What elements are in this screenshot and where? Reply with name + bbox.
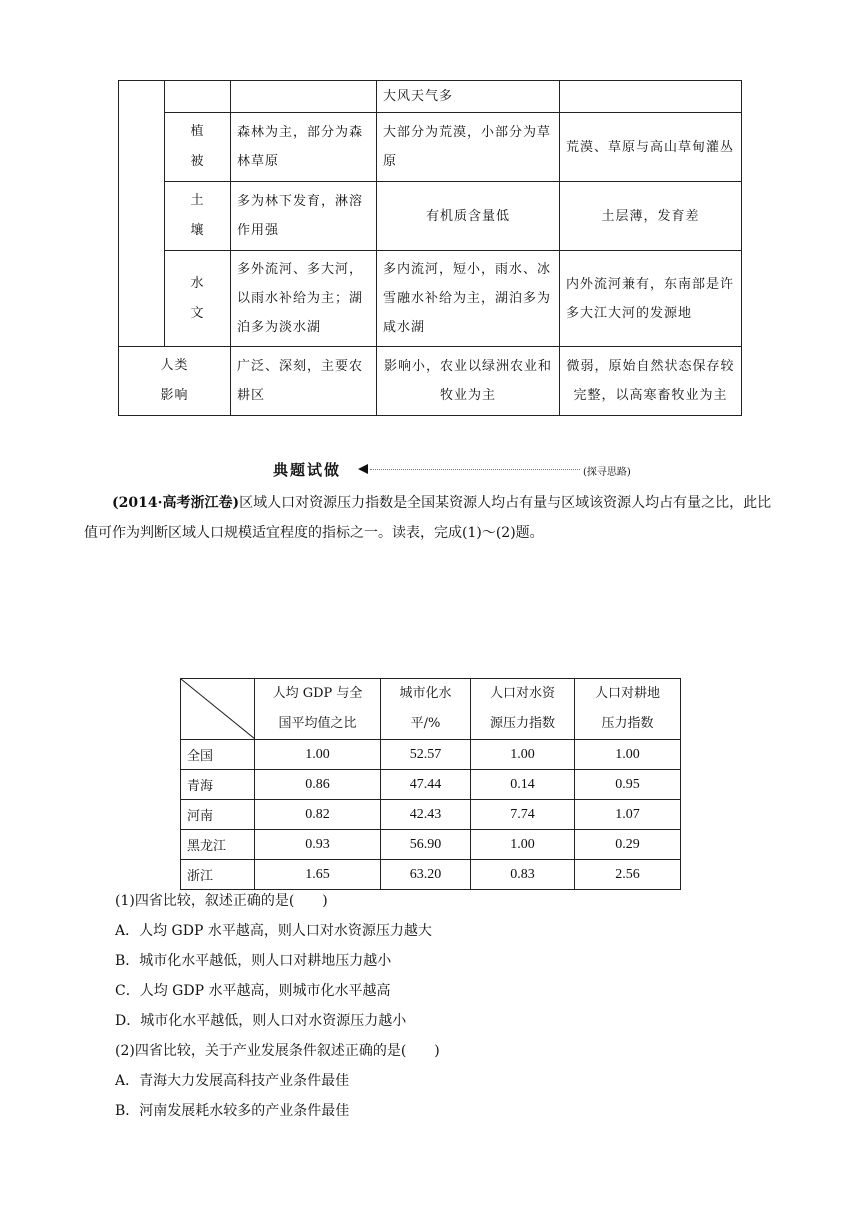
question-1-option-c: C．人均 GDP 水平越高，则城市化水平越高 xyxy=(115,983,391,999)
table-row xyxy=(119,81,742,113)
cell: 大风天气多 xyxy=(377,81,560,113)
value-cell: 63.20 xyxy=(381,860,471,890)
exam-source: (2014·高考浙江卷) xyxy=(112,495,240,511)
table-row xyxy=(181,740,681,770)
table-row xyxy=(119,347,742,416)
question-2-option-a: A．青海大力发展高科技产业条件最佳 xyxy=(115,1073,350,1089)
diagonal-line xyxy=(181,679,254,739)
value-cell: 1.00 xyxy=(471,740,575,770)
value-cell: 1.07 xyxy=(575,800,681,830)
diagonal-header-cell xyxy=(181,679,255,740)
value-cell: 0.29 xyxy=(575,830,681,860)
cell: 内外流河兼有，东南部是许多大江大河的发源地 xyxy=(560,251,742,347)
cell: 多为林下发育，淋溶作用强 xyxy=(231,182,377,251)
value-cell: 2.56 xyxy=(575,860,681,890)
value-cell: 0.83 xyxy=(471,860,575,890)
pressure-index-table xyxy=(180,678,681,890)
value-cell: 47.44 xyxy=(381,770,471,800)
table-row xyxy=(181,860,681,890)
table-row xyxy=(181,770,681,800)
cell: 影响小，农业以绿洲农业和牧业为主 xyxy=(377,347,560,416)
table-row xyxy=(181,800,681,830)
value-cell: 1.65 xyxy=(255,860,381,890)
row-label-vegetation: 植 被 xyxy=(165,113,231,182)
cell: 微弱，原始自然状态保存较完整，以高寒畜牧业为主 xyxy=(560,347,742,416)
province-cell: 浙江 xyxy=(181,860,255,890)
dotted-leader xyxy=(370,469,580,470)
intro-text: 区域人口对资源压力指数是全国某资源人均占有量与区域该资源人均占有量之比，此比值可作为判断区域人口规模适宜程度的指标之一。读表，完成(1)～(2)题。 xyxy=(84,495,772,541)
section-title: 典题试做 xyxy=(273,461,342,479)
region-comparison-table xyxy=(118,80,742,416)
section-hint: (探寻思路) xyxy=(583,467,631,478)
cell xyxy=(231,81,377,113)
question-1-option-d: D．城市化水平越低，则人口对水资源压力越小 xyxy=(115,1013,407,1029)
question-1-stem: (1)四省比较，叙述正确的是( ) xyxy=(115,893,328,909)
merged-category-cell xyxy=(119,81,165,347)
province-cell: 青海 xyxy=(181,770,255,800)
value-cell: 0.82 xyxy=(255,800,381,830)
table-header-row xyxy=(181,679,681,740)
cell: 多外流河、多大河，以雨水补给为主；湖泊多为淡水湖 xyxy=(231,251,377,347)
value-cell: 0.93 xyxy=(255,830,381,860)
cell xyxy=(560,81,742,113)
question-2-stem: (2)四省比较，关于产业发展条件叙述正确的是( ) xyxy=(115,1043,440,1059)
value-cell: 42.43 xyxy=(381,800,471,830)
value-cell: 1.00 xyxy=(471,830,575,860)
cell: 荒漠、草原与高山草甸灌丛 xyxy=(560,113,742,182)
value-cell: 52.57 xyxy=(381,740,471,770)
value-cell: 7.74 xyxy=(471,800,575,830)
row-label-human-impact: 人类 影响 xyxy=(119,347,231,416)
table-row xyxy=(119,113,742,182)
column-header: 人口对耕地 压力指数 xyxy=(575,679,681,740)
question-1-option-b: B．城市化水平越低，则人口对耕地压力越小 xyxy=(115,953,392,969)
row-label-soil: 土 壤 xyxy=(165,182,231,251)
value-cell: 0.14 xyxy=(471,770,575,800)
cell: 森林为主，部分为森林草原 xyxy=(231,113,377,182)
table-row xyxy=(119,251,742,347)
question-2-option-b: B．河南发展耗水较多的产业条件最佳 xyxy=(115,1103,350,1119)
value-cell: 56.90 xyxy=(381,830,471,860)
province-cell: 全国 xyxy=(181,740,255,770)
cell: 广泛、深刻，主要农耕区 xyxy=(231,347,377,416)
cell: 土层薄，发育差 xyxy=(560,182,742,251)
value-cell: 1.00 xyxy=(575,740,681,770)
province-cell: 河南 xyxy=(181,800,255,830)
cell: 多内流河，短小，雨水、冰雪融水补给为主，湖泊多为咸水湖 xyxy=(377,251,560,347)
table-row xyxy=(119,182,742,251)
column-header: 人口对水资 源压力指数 xyxy=(471,679,575,740)
province-cell: 黑龙江 xyxy=(181,830,255,860)
row-label-hydrology: 水 文 xyxy=(165,251,231,347)
column-header: 城市化水 平/% xyxy=(381,679,471,740)
cell: 有机质含量低 xyxy=(377,182,560,251)
question-1-option-a: A．人均 GDP 水平越高，则人口对水资源压力越大 xyxy=(115,923,432,939)
value-cell: 0.95 xyxy=(575,770,681,800)
intro-paragraph xyxy=(84,488,784,548)
value-cell: 0.86 xyxy=(255,770,381,800)
arrow-left-icon xyxy=(358,464,368,474)
column-header: 人均 GDP 与全 国平均值之比 xyxy=(255,679,381,740)
label-cell xyxy=(165,81,231,113)
value-cell: 1.00 xyxy=(255,740,381,770)
table-row xyxy=(181,830,681,860)
cell: 大部分为荒漠，小部分为草原 xyxy=(377,113,560,182)
